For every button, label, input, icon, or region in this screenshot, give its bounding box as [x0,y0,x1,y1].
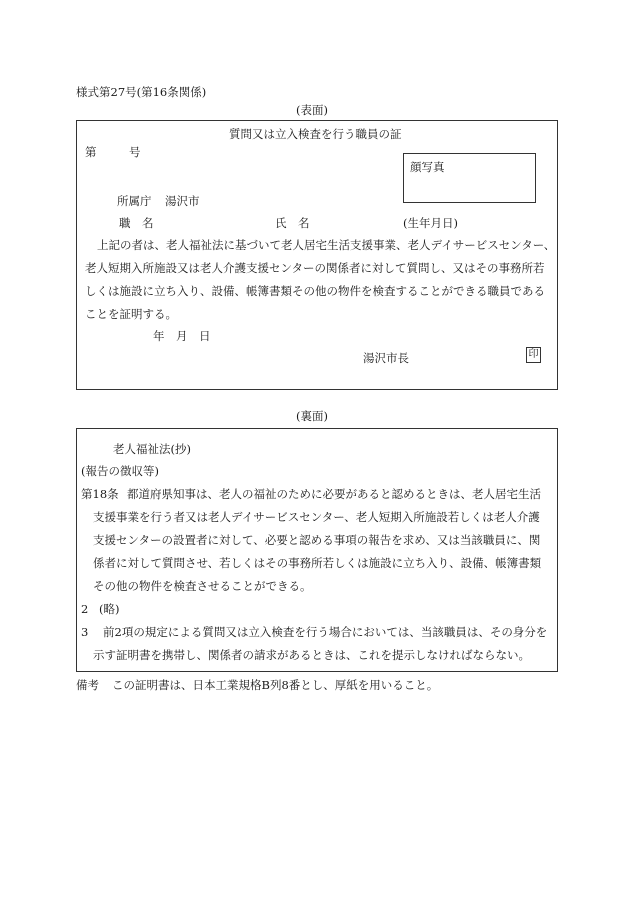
body-line: 老人短期入所施設又は老人介護支援センターの関係者に対して質問し、又はその事務所若 [85,261,545,275]
affiliation-value: 湯沢市 [165,194,200,208]
certificate-body [85,238,556,332]
item-3-line: 示す証明書を携帯し、関係者の請求があるときは、これを提示しなければならない。 [93,648,530,662]
article-line: 支援事業を行う者又は老人デイサービスセンター、老人短期入所施設若しくは老人介護 [93,510,540,524]
body-line: しくは施設に立ち入り、設備、帳簿書類その他の物件を検査することができる職員である [85,284,545,298]
item-3-second-line [93,650,555,670]
law-title: 老人福祉法(抄) [113,442,191,456]
body-line: 上記の者は、老人福祉法に基づいて老人居宅生活支援事業、老人デイサービスセンター、 [97,238,556,252]
back-certificate-box [76,428,558,672]
back-side-label: (裏面) [296,409,328,423]
item-3-number: 3 [81,625,89,639]
certificate-title: 質問又は立入検査を行う職員の証 [229,127,402,141]
section-heading: (報告の徴収等) [81,464,159,478]
note-text: この証明書は、日本工業規格B列8番とし、厚紙を用いること。 [112,678,439,692]
article-number: 第18条 [81,487,119,501]
body-line: ことを証明する。 [85,307,177,321]
name-label: 氏 名 [275,216,310,230]
issue-date: 年 月 日 [153,329,211,343]
item-3-line: 前2項の規定による質問又は立入検査を行う場合においては、当該職員は、その身分を [103,625,548,639]
article-line: 都道府県知事は、老人の福祉のために必要があると認めるときは、老人居宅生活 [127,487,541,501]
number-suffix: 号 [129,145,141,159]
issuer-name: 湯沢市長 [363,351,409,365]
item-2-text: (略) [99,602,120,616]
article-line: 支援センターの設置者に対して、必要と認める事項の報告を求め、又は当該職員に、関 [93,533,541,547]
seal-mark: 印 [526,347,541,363]
front-certificate-box [76,120,558,390]
photo-box [403,153,536,203]
number-prefix: 第 [85,145,97,159]
note-label: 備考 [76,678,99,692]
birthdate-label: (生年月日) [403,216,458,230]
form-header: 様式第27号(第16条関係) [76,85,207,99]
item-3-first-line [103,627,555,650]
article-line: 係者に対して質問させ、若しくはその事務所若しくは施設に立ち入り、設備、帳簿書類 [93,556,542,570]
position-label: 職 名 [119,216,154,230]
article-18-first-line [127,489,555,512]
item-2-number: 2 [81,602,89,616]
article-line: その他の物件を検査させることができる。 [93,579,312,593]
photo-label: 顔写真 [410,160,445,174]
affiliation-label: 所属庁 [117,194,152,208]
article-18-body [93,512,555,604]
front-side-label: (表面) [296,103,328,117]
